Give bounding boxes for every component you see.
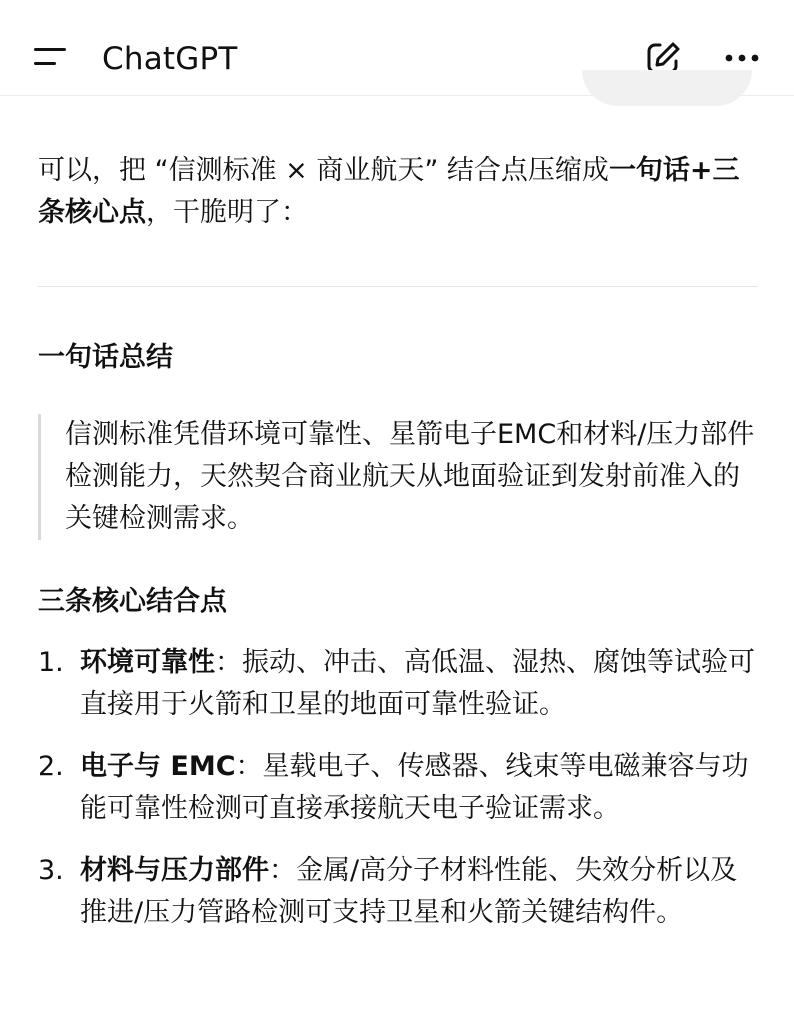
- divider: [38, 286, 758, 287]
- intro-prefix: 可以，把 “信测标准 × 商业航天” 结合点压缩成: [38, 155, 609, 186]
- list-item-text: 振动、冲击、高低温、湿热、腐蚀等试验可直接用于火箭和卫星的地面可靠性验证。: [80, 647, 755, 720]
- list-item: [38, 850, 758, 934]
- list-item-sep: ：: [269, 855, 296, 886]
- intro-bold: 一句话+三条核心点: [38, 155, 740, 228]
- app-title: ChatGPT: [102, 41, 238, 77]
- more-icon[interactable]: [722, 44, 762, 72]
- list-number: 3.: [38, 855, 64, 886]
- list-item-title: 环境可靠性: [80, 647, 215, 678]
- points-list: [38, 642, 758, 954]
- previous-message-bubble: [582, 70, 752, 106]
- summary-quote: 信测标准凭借环境可靠性、星箭电子EMC和材料/压力部件检测能力，天然契合商业航天从地面验证到发射前准入的关键检测需求。: [38, 414, 758, 540]
- list-item-sep: ：: [235, 751, 263, 782]
- summary-heading: 一句话总结: [38, 342, 173, 373]
- list-item: [38, 746, 758, 830]
- intro-text: [38, 150, 758, 234]
- points-heading: 三条核心结合点: [38, 586, 227, 617]
- list-number: 2.: [38, 751, 64, 782]
- menu-icon[interactable]: [34, 46, 70, 70]
- list-item-title: 材料与压力部件: [80, 855, 269, 886]
- list-item: [38, 642, 758, 726]
- list-item-text: 星载电子、传感器、线束等电磁兼容与功能可靠性检测可直接承接航天电子验证需求。: [80, 751, 749, 824]
- list-item-sep: ：: [215, 647, 242, 678]
- intro-suffix: ，干脆明了：: [146, 197, 308, 228]
- list-item-text: 金属/高分子材料性能、失效分析以及推进/压力管路检测可支持卫星和火箭关键结构件。: [80, 855, 738, 928]
- list-number: 1.: [38, 647, 64, 678]
- list-item-title: 电子与 EMC: [80, 751, 236, 782]
